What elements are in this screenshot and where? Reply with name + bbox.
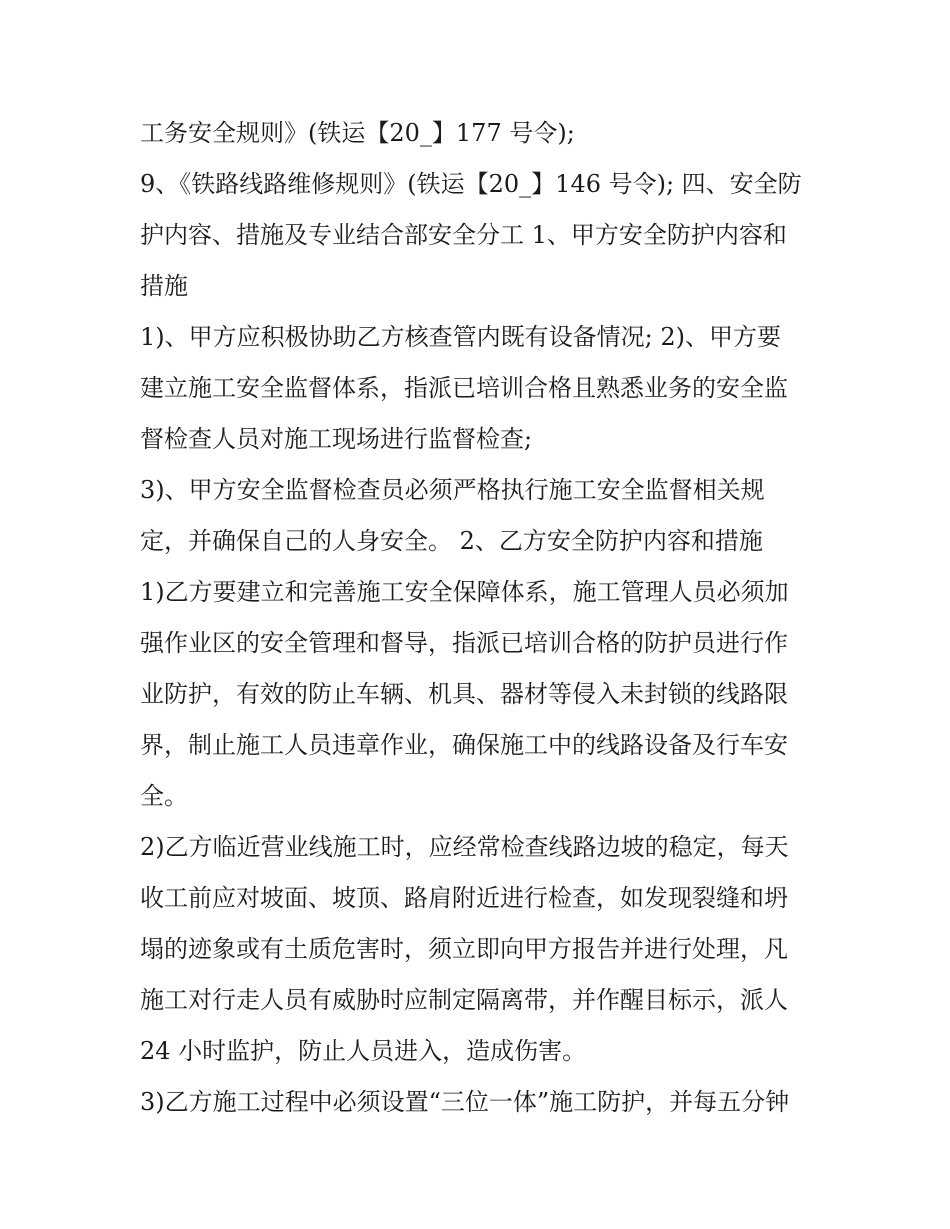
text-line: 工务安全规则》(铁运【20_】177 号令); bbox=[140, 119, 575, 147]
text-line: 督检查人员对施工现场进行监督检查; bbox=[140, 425, 533, 453]
text-line: 定，并确保自己的人身安全。 2、乙方安全防护内容和措施 bbox=[140, 527, 763, 555]
text-line: 24 小时监护，防止人员进入，造成伤害。 bbox=[140, 1037, 587, 1065]
document-body bbox=[140, 108, 820, 1128]
text-line: 建立施工安全监督体系，指派已培训合格且熟悉业务的安全监 bbox=[140, 374, 788, 402]
text-line: 全。 bbox=[140, 782, 188, 810]
text-line: 护内容、措施及专业结合部安全分工 1、甲方安全防护内容和 bbox=[140, 221, 787, 249]
text-line: 强作业区的安全管理和督导，指派已培训合格的防护员进行作 bbox=[140, 629, 788, 657]
text-line: 3)乙方施工过程中必须设置“三位一体”施工防护，并每五分钟 bbox=[140, 1088, 790, 1116]
text-line: 界，制止施工人员违章作业，确保施工中的线路设备及行车安 bbox=[140, 731, 788, 759]
text-line: 1)乙方要建立和完善施工安全保障体系，施工管理人员必须加 bbox=[140, 578, 789, 606]
text-line: 9、《铁路线路维修规则》(铁运【20_】146 号令); 四、安全防 bbox=[140, 170, 802, 198]
text-line: 业防护，有效的防止车辆、机具、器材等侵入未封锁的线路限 bbox=[140, 680, 788, 708]
text-line: 施工对行走人员有威胁时应制定隔离带，并作醒目标示，派人 bbox=[140, 986, 788, 1014]
text-line: 措施 bbox=[140, 272, 188, 300]
text-line: 收工前应对坡面、坡顶、路肩附近进行检查，如发现裂缝和坍 bbox=[140, 884, 788, 912]
text-line: 塌的迹象或有土质危害时，须立即向甲方报告并进行处理，凡 bbox=[140, 935, 788, 963]
text-line: 1)、甲方应积极协助乙方核查管内既有设备情况; 2)、甲方要 bbox=[140, 323, 781, 351]
text-line: 3)、甲方安全监督检查员必须严格执行施工安全监督相关规 bbox=[140, 476, 765, 504]
text-line: 2)乙方临近营业线施工时，应经常检查线路边坡的稳定，每天 bbox=[140, 833, 789, 861]
